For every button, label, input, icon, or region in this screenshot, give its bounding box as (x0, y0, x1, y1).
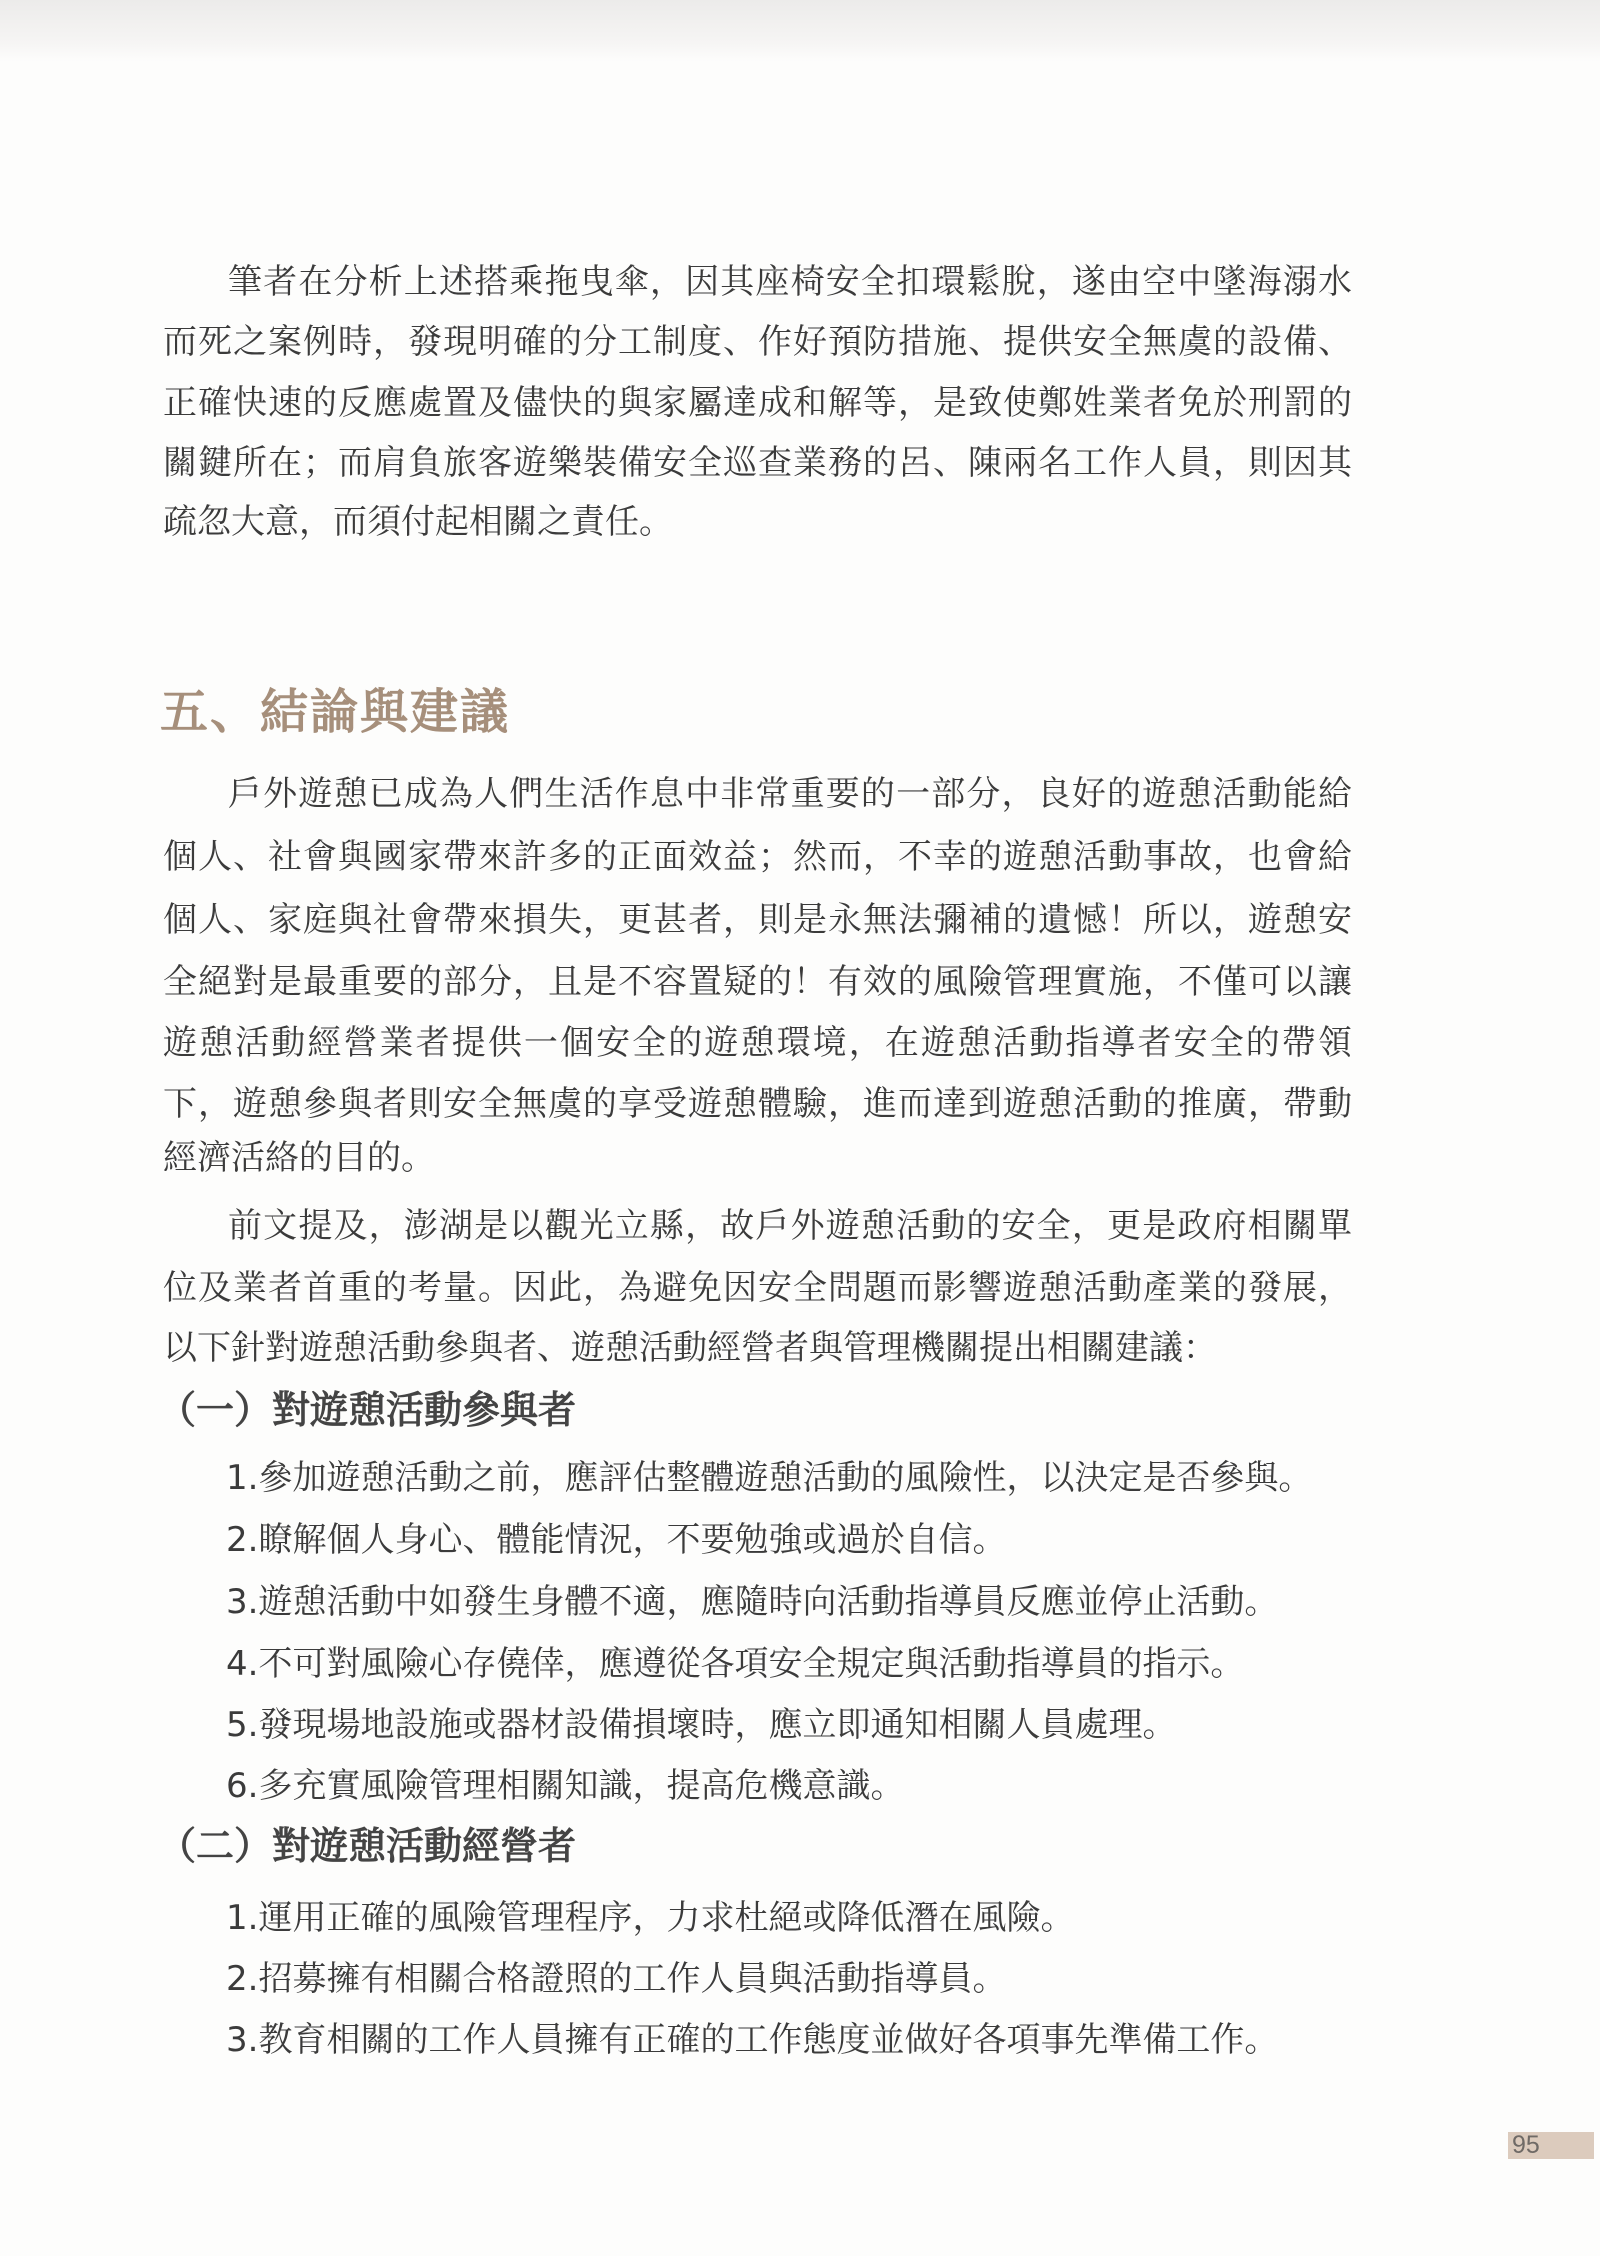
list-item: 1.參加遊憩活動之前，應評估整體遊憩活動的風險性，以決定是否參與。 (226, 1458, 1313, 1498)
list-item: 2.招募擁有相關合格證照的工作人員與活動指導員。 (226, 1959, 1007, 1999)
text-line: 正確快速的反應處置及儘快的與家屬達成和解等，是致使鄭姓業者免於刑罰的 (163, 383, 1352, 423)
text-line: 個人、家庭與社會帶來損失，更甚者，則是永無法彌補的遺憾！所以，遊憩安 (163, 900, 1352, 940)
text-line: 位及業者首重的考量。因此，為避免因安全問題而影響遊憩活動產業的發展， (163, 1268, 1352, 1308)
scan-top-band (0, 0, 1600, 62)
subsection-heading-participants: （一）對遊憩活動參與者 (158, 1388, 577, 1432)
text-line: 以下針對遊憩活動參與者、遊憩活動經營者與管理機關提出相關建議： (163, 1328, 1217, 1368)
list-item: 3.遊憩活動中如發生身體不適，應隨時向活動指導員反應並停止活動。 (226, 1582, 1279, 1622)
text-line: 筆者在分析上述搭乘拖曳傘，因其座椅安全扣環鬆脫，遂由空中墜海溺水 (228, 262, 1352, 302)
text-line: 下，遊憩參與者則安全無虞的享受遊憩體驗，進而達到遊憩活動的推廣，帶動 (163, 1084, 1352, 1124)
list-item: 2.瞭解個人身心、體能情況，不要勉強或過於自信。 (226, 1520, 1007, 1560)
list-item: 5.發現場地設施或器材設備損壞時，應立即通知相關人員處理。 (226, 1705, 1177, 1745)
text-line: 戶外遊憩已成為人們生活作息中非常重要的一部分，良好的遊憩活動能給 (228, 774, 1352, 814)
list-item: 3.教育相關的工作人員擁有正確的工作態度並做好各項事先準備工作。 (226, 2020, 1279, 2060)
text-line: 關鍵所在；而肩負旅客遊樂裝備安全巡查業務的呂、陳兩名工作人員，則因其 (163, 443, 1352, 483)
text-line: 前文提及，澎湖是以觀光立縣，故戶外遊憩活動的安全，更是政府相關單 (228, 1206, 1352, 1246)
text-line: 而死之案例時，發現明確的分工制度、作好預防措施、提供安全無虞的設備、 (163, 322, 1352, 362)
list-item: 6.多充實風險管理相關知識，提高危機意識。 (226, 1766, 905, 1806)
list-item: 1.運用正確的風險管理程序，力求杜絕或降低潛在風險。 (226, 1898, 1075, 1938)
text-line: 遊憩活動經營業者提供一個安全的遊憩環境，在遊憩活動指導者安全的帶領 (163, 1023, 1352, 1063)
text-line: 全絕對是最重要的部分，且是不容置疑的！有效的風險管理實施，不僅可以讓 (163, 962, 1352, 1002)
subsection-heading-operators: （二）對遊憩活動經營者 (158, 1824, 577, 1868)
section-heading: 五、結論與建議 (160, 684, 511, 740)
text-line: 疏忽大意，而須付起相關之責任。 (163, 502, 673, 542)
list-item: 4.不可對風險心存僥倖，應遵從各項安全規定與活動指導員的指示。 (226, 1644, 1245, 1684)
text-line: 經濟活絡的目的。 (163, 1138, 435, 1178)
page-number: 95 (1508, 2132, 1594, 2159)
text-line: 個人、社會與國家帶來許多的正面效益；然而，不幸的遊憩活動事故，也會給 (163, 837, 1352, 877)
